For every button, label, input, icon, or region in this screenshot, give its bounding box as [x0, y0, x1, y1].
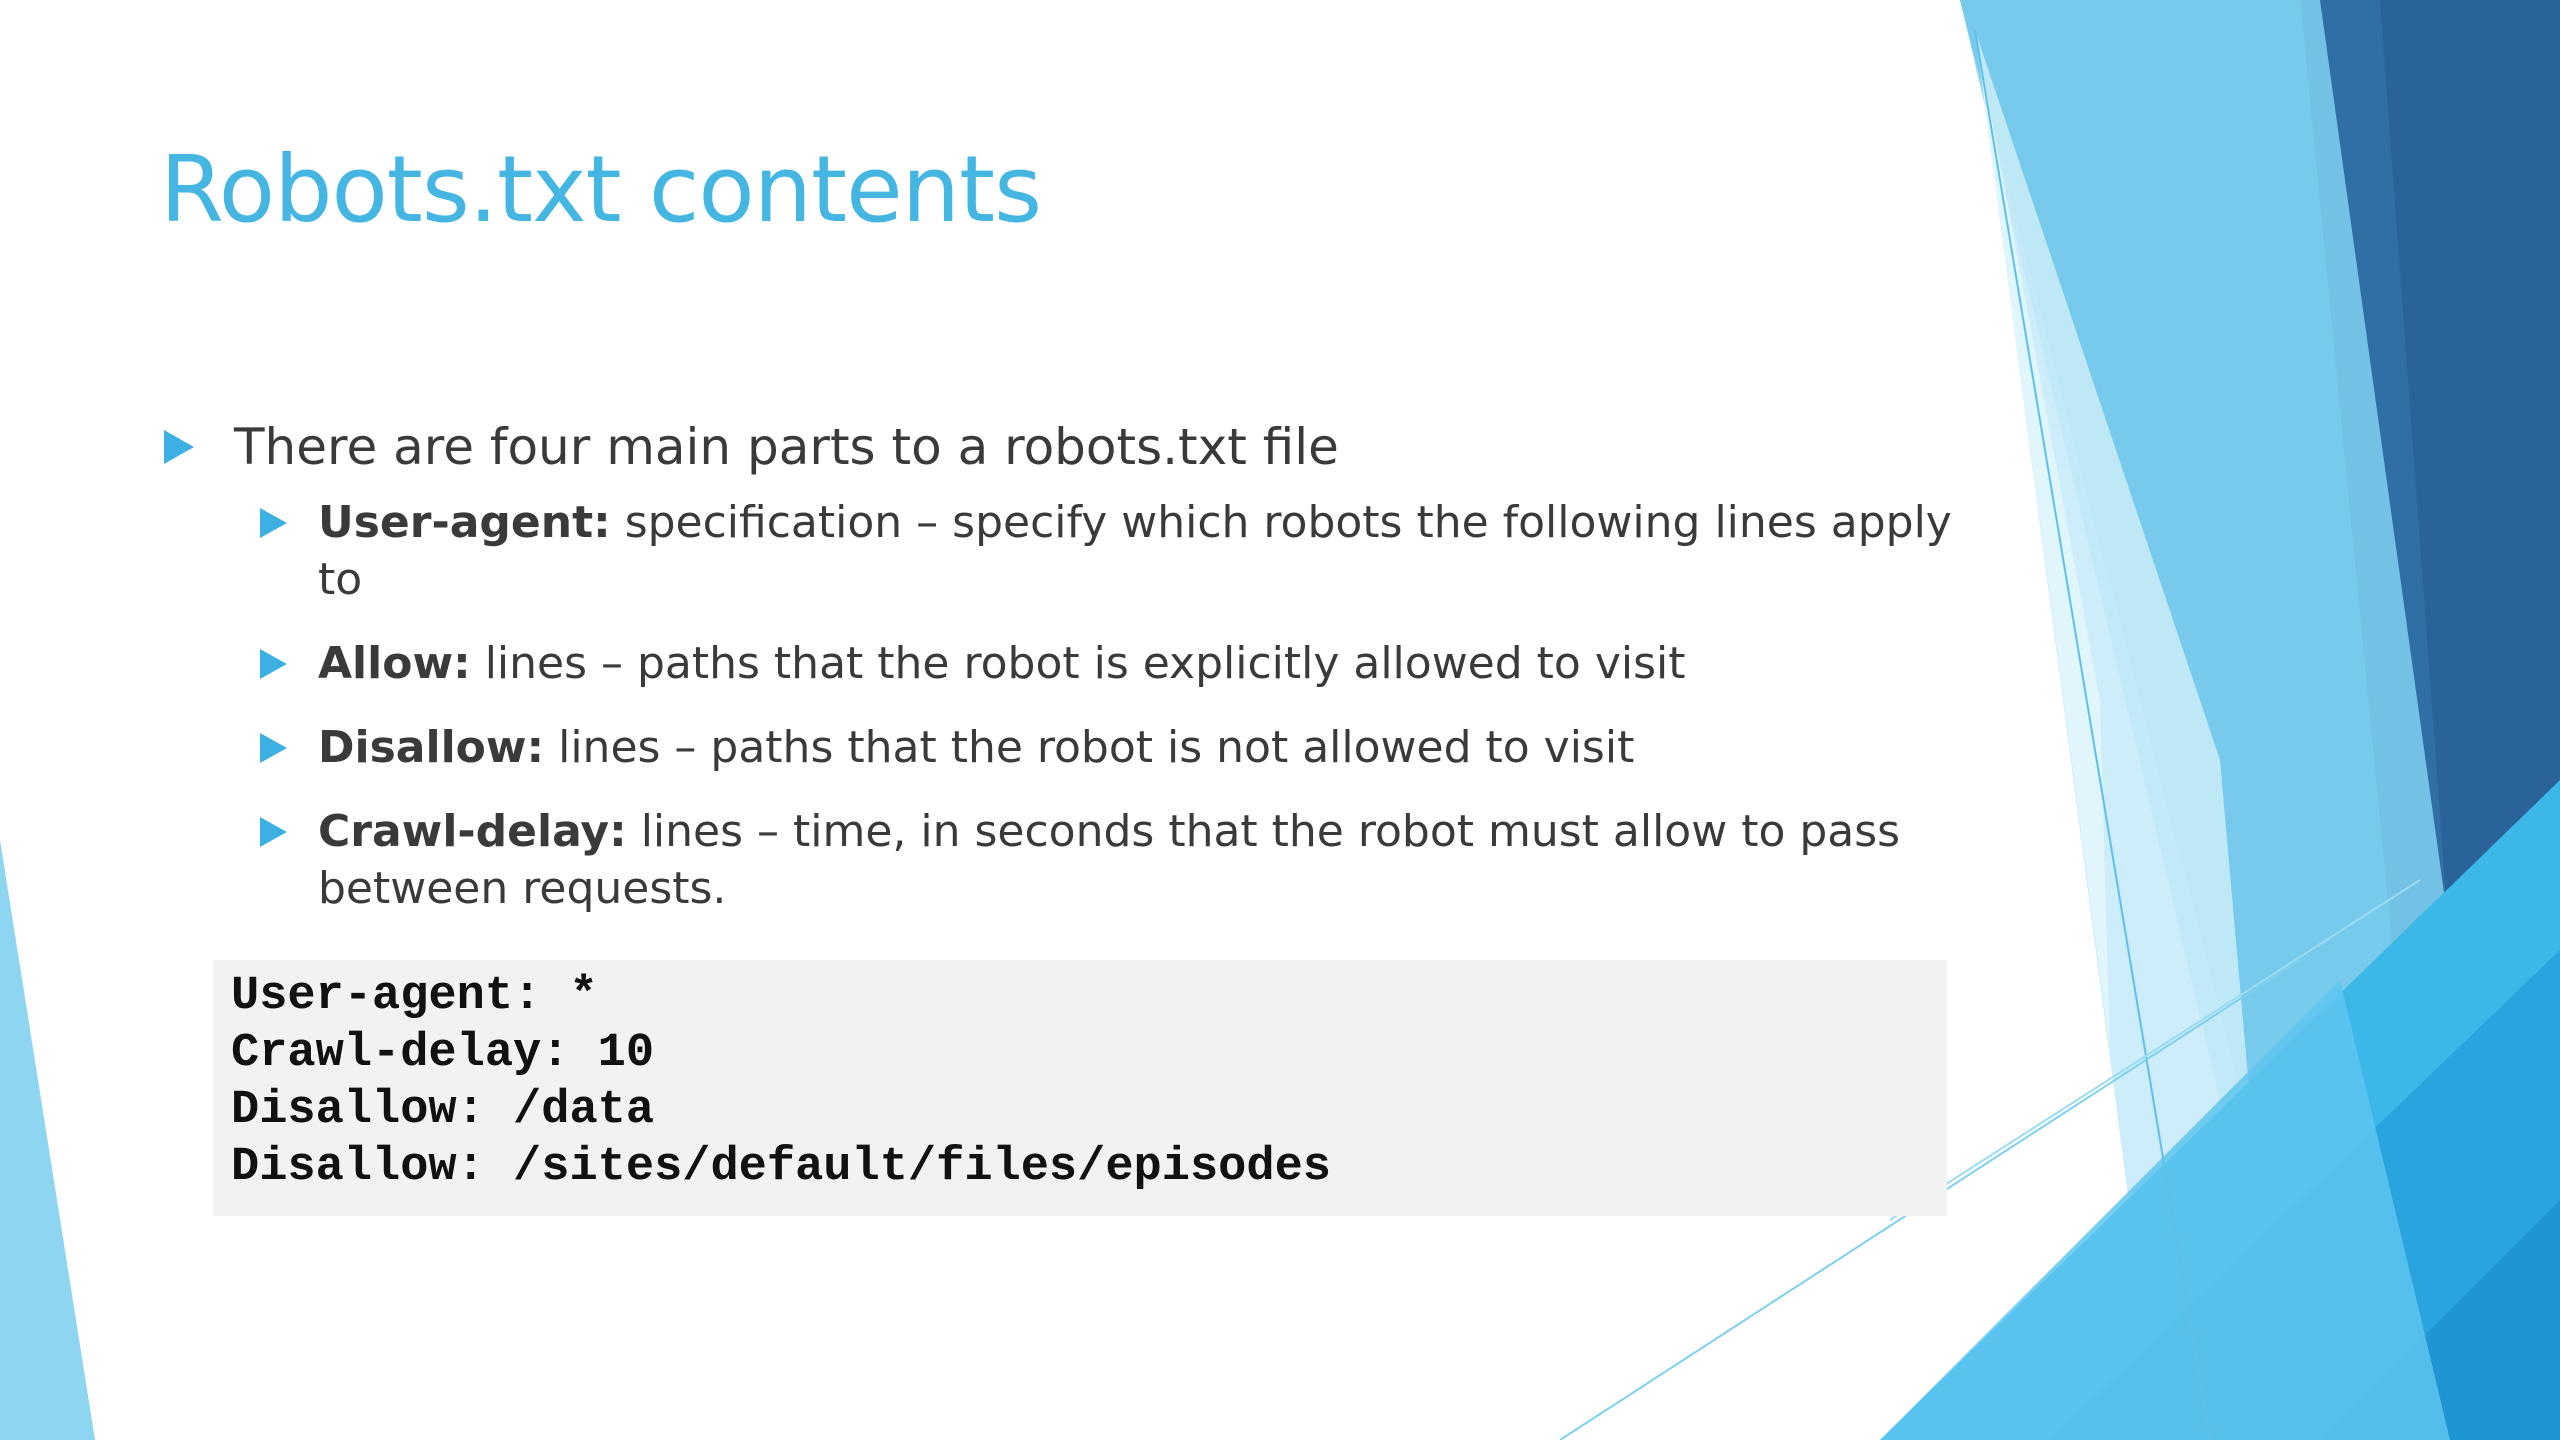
- code-line: Disallow: /data: [231, 1084, 655, 1137]
- part-description: specification – specify which robots the following lines apply to: [318, 497, 1952, 605]
- list-item: [160, 635, 1960, 692]
- code-block: [213, 960, 1947, 1216]
- part-term: User-agent:: [318, 497, 611, 548]
- part-term: Allow:: [318, 638, 471, 689]
- code-line: Crawl-delay: 10: [231, 1027, 655, 1080]
- triangle-right-icon: [260, 733, 287, 763]
- part-description: lines – paths that the robot is explicitly allowed to visit: [470, 638, 1686, 689]
- list-item: [160, 494, 1960, 608]
- intro-text: There are four main parts to a robots.txt file: [234, 418, 1339, 476]
- triangle-right-icon: [260, 649, 287, 679]
- part-term: Crawl-delay:: [318, 806, 627, 857]
- triangle-right-icon: [164, 430, 194, 464]
- triangle-right-icon: [260, 817, 287, 847]
- part-description: lines – time, in seconds that the robot must allow to pass between requests.: [318, 806, 1901, 914]
- triangle-right-icon: [260, 508, 287, 538]
- intro-bullet: [160, 412, 1960, 917]
- parts-list: [234, 494, 1960, 917]
- list-item: [160, 719, 1960, 776]
- slide-title: Robots.txt contents: [160, 136, 1042, 243]
- part-term: Disallow:: [318, 722, 545, 773]
- list-item: [160, 803, 1960, 917]
- code-line: User-agent: *: [231, 970, 598, 1023]
- part-description: lines – paths that the robot is not allowed to visit: [544, 722, 1635, 773]
- code-line: Disallow: /sites/default/files/episodes: [231, 1141, 1331, 1194]
- bullet-list: [160, 412, 1960, 944]
